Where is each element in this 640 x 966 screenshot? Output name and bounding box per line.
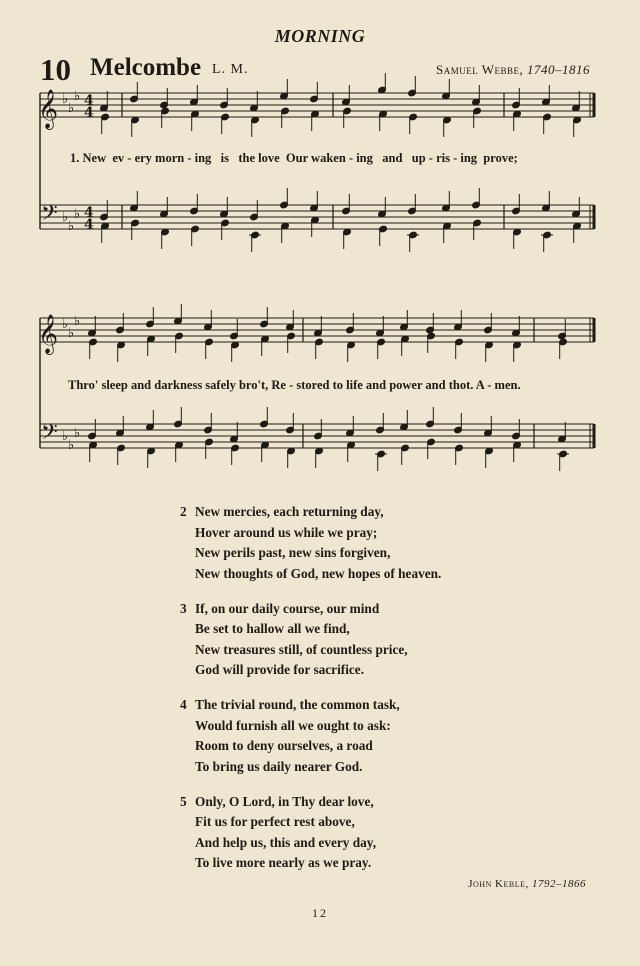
- note: [250, 91, 259, 112]
- verse-5: [180, 792, 500, 874]
- note: [286, 413, 295, 434]
- note: [146, 410, 155, 431]
- note: [513, 110, 522, 131]
- note: [376, 316, 385, 337]
- note: [280, 188, 289, 209]
- flat-icon: ♭: [74, 89, 81, 104]
- note: [310, 82, 319, 103]
- note: [161, 228, 170, 249]
- note: [472, 188, 481, 209]
- note: [314, 316, 323, 337]
- note: [559, 338, 568, 359]
- flat-icon: ♭: [62, 429, 69, 444]
- music-score: [0, 0, 640, 480]
- note: [558, 319, 567, 340]
- note: [378, 73, 387, 94]
- note: [191, 225, 200, 246]
- note: [572, 91, 581, 112]
- verse-line: Would furnish all we ought to ask:: [195, 717, 391, 733]
- note: [513, 228, 522, 249]
- note: [376, 413, 385, 434]
- note: [513, 341, 522, 362]
- note: [512, 194, 521, 215]
- note: [347, 441, 356, 462]
- time-signature: [84, 205, 94, 233]
- note: [160, 197, 169, 218]
- note: [147, 447, 156, 468]
- flat-icon: ♭: [74, 207, 81, 222]
- verse-line: 2 New mercies, each returning day,: [180, 502, 500, 523]
- note: [379, 110, 388, 131]
- note: [542, 191, 551, 212]
- note: [455, 444, 464, 465]
- note: [100, 200, 109, 221]
- note: [378, 197, 387, 218]
- note: [220, 88, 229, 109]
- note: [314, 419, 323, 440]
- note: [573, 222, 582, 243]
- note: [131, 219, 140, 240]
- verse-line: 3 If, on our daily course, our mind: [180, 599, 500, 620]
- note: [315, 338, 324, 359]
- note: [409, 113, 418, 134]
- note: [426, 313, 435, 334]
- note: [454, 413, 463, 434]
- note: [408, 76, 417, 97]
- flat-icon: ♭: [74, 314, 81, 329]
- note: [174, 304, 183, 325]
- verse-line: New thoughts of God, new hopes of heaven.: [195, 565, 442, 581]
- note: [342, 85, 351, 106]
- tune-name: Melcombe: [90, 54, 202, 81]
- treble-clef-icon: 𝄞: [38, 89, 59, 129]
- verses: [180, 502, 500, 888]
- note: [249, 231, 261, 252]
- note: [473, 107, 482, 128]
- note: [472, 85, 481, 106]
- verse-line: To bring us daily nearer God.: [195, 758, 363, 774]
- note: [347, 341, 356, 362]
- verse-line: 4 The trivial round, the common task,: [180, 695, 500, 716]
- note: [220, 197, 229, 218]
- verse-4: [180, 695, 500, 777]
- page-number: 12: [312, 906, 328, 920]
- note: [512, 419, 521, 440]
- note: [342, 194, 351, 215]
- note: [443, 116, 452, 137]
- note: [261, 441, 270, 462]
- hymn-number: 10: [40, 52, 71, 87]
- note: [191, 110, 200, 131]
- note: [407, 231, 419, 252]
- note: [174, 407, 183, 428]
- note: [287, 447, 296, 468]
- verse-line: Be set to hallow all we find,: [195, 621, 350, 636]
- note: [287, 332, 296, 353]
- note: [100, 91, 109, 112]
- verse-number: 3: [180, 600, 187, 616]
- note: [160, 88, 169, 109]
- note: [88, 316, 97, 337]
- note: [230, 319, 239, 340]
- note: [543, 113, 552, 134]
- note: [484, 313, 493, 334]
- note: [260, 407, 269, 428]
- note: [542, 85, 551, 106]
- bass-clef-icon: 𝄢: [41, 420, 58, 450]
- note: [101, 222, 110, 243]
- note: [116, 416, 125, 437]
- note: [512, 88, 521, 109]
- note: [513, 441, 522, 462]
- verse-3: [180, 599, 500, 681]
- note: [343, 228, 352, 249]
- note: [427, 332, 436, 353]
- note: [484, 416, 493, 437]
- note: [375, 450, 387, 471]
- verse-line: God will provide for sacrifice.: [195, 662, 365, 677]
- note: [130, 82, 139, 103]
- note: [131, 116, 140, 137]
- note: [260, 307, 269, 328]
- verse-line: Room to deny ourselves, a road: [195, 738, 373, 753]
- svg-text:4: 4: [84, 205, 94, 221]
- note: [573, 116, 582, 137]
- verse-number: 4: [180, 697, 187, 712]
- note: [117, 341, 126, 362]
- note: [147, 335, 156, 356]
- note: [221, 219, 230, 240]
- note: [379, 225, 388, 246]
- time-signature: [84, 93, 94, 121]
- note: [175, 332, 184, 353]
- note: [89, 338, 98, 359]
- bass-clef-icon: 𝄢: [41, 201, 58, 231]
- note: [346, 313, 355, 334]
- note: [557, 450, 569, 471]
- note: [401, 335, 410, 356]
- note: [130, 191, 139, 212]
- composer-name: Samuel Webbe,: [435, 62, 524, 77]
- note: [161, 107, 170, 128]
- note: [427, 438, 436, 459]
- note: [117, 444, 126, 465]
- note: [204, 310, 213, 331]
- note: [146, 307, 155, 328]
- note: [473, 219, 482, 240]
- note: [572, 197, 581, 218]
- note: [401, 444, 410, 465]
- verse-line: Fit us for perfect rest above,: [195, 814, 355, 829]
- flat-icon: ♭: [62, 210, 69, 225]
- verse-line: New treasures still, of countless price,: [195, 641, 408, 657]
- flat-icon: ♭: [62, 317, 69, 332]
- note: [190, 194, 199, 215]
- note: [231, 444, 240, 465]
- note: [280, 79, 289, 100]
- author-credit: [468, 878, 586, 890]
- note: [250, 200, 259, 221]
- flat-icon: ♭: [68, 326, 75, 341]
- note: [442, 191, 451, 212]
- note: [101, 113, 110, 134]
- note: [190, 85, 199, 106]
- verse-line: Hover around us while we pray;: [195, 524, 378, 540]
- note: [346, 416, 355, 437]
- meter: L. M.: [212, 62, 249, 77]
- note: [558, 422, 567, 443]
- note: [251, 116, 260, 137]
- note: [230, 422, 239, 443]
- note: [400, 410, 409, 431]
- svg-text:4: 4: [84, 105, 94, 121]
- note: [205, 438, 214, 459]
- note: [204, 413, 213, 434]
- verse-line: To live more nearly as we pray.: [195, 855, 372, 870]
- treble-clef-icon: 𝄞: [38, 314, 59, 354]
- note: [485, 341, 494, 362]
- note: [442, 79, 451, 100]
- note: [310, 191, 319, 212]
- flat-icon: ♭: [62, 92, 69, 107]
- lyrics-line-2: Thro' sleep and darkness safely bro't, Re - stored to life and power and thot. A - men.: [68, 378, 521, 392]
- note: [116, 313, 125, 334]
- note: [205, 338, 214, 359]
- note: [281, 107, 290, 128]
- verse-line: 5 Only, O Lord, in Thy dear love,: [180, 792, 500, 813]
- note: [221, 113, 230, 134]
- note: [89, 441, 98, 462]
- note: [286, 310, 295, 331]
- verse-line: New perils past, new sins forgiven,: [195, 545, 391, 560]
- note: [455, 338, 464, 359]
- verse-line: And help us, this and every day,: [195, 834, 377, 850]
- verse-2: [180, 502, 500, 584]
- flat-icon: ♭: [68, 219, 75, 234]
- verse-number: 5: [180, 793, 187, 809]
- note: [343, 107, 352, 128]
- note: [311, 110, 320, 131]
- note: [377, 338, 386, 359]
- lyrics-line-1: 1. New ev - ery morn - ing is the love Our waken - ing and up - ris - ing prove;: [70, 151, 518, 165]
- svg-text:4: 4: [84, 93, 94, 109]
- composer-dates: 1740–1816: [527, 62, 590, 77]
- note: [175, 441, 184, 462]
- author-dates: 1792–1866: [532, 878, 586, 890]
- note: [88, 419, 97, 440]
- verse-number: 2: [180, 504, 187, 519]
- note: [443, 222, 452, 243]
- note: [231, 341, 240, 362]
- note: [426, 407, 435, 428]
- note: [315, 447, 324, 468]
- note: [454, 310, 463, 331]
- note: [485, 447, 494, 468]
- author-name: John Keble,: [468, 878, 529, 890]
- flat-icon: ♭: [68, 101, 75, 116]
- flat-icon: ♭: [74, 426, 81, 441]
- note: [541, 231, 553, 252]
- section-title: MORNING: [274, 26, 366, 46]
- note: [512, 316, 521, 337]
- note: [311, 216, 320, 237]
- note: [261, 335, 270, 356]
- flat-icon: ♭: [68, 438, 75, 453]
- svg-text:4: 4: [84, 217, 94, 233]
- note: [408, 194, 417, 215]
- note: [281, 222, 290, 243]
- note: [400, 310, 409, 331]
